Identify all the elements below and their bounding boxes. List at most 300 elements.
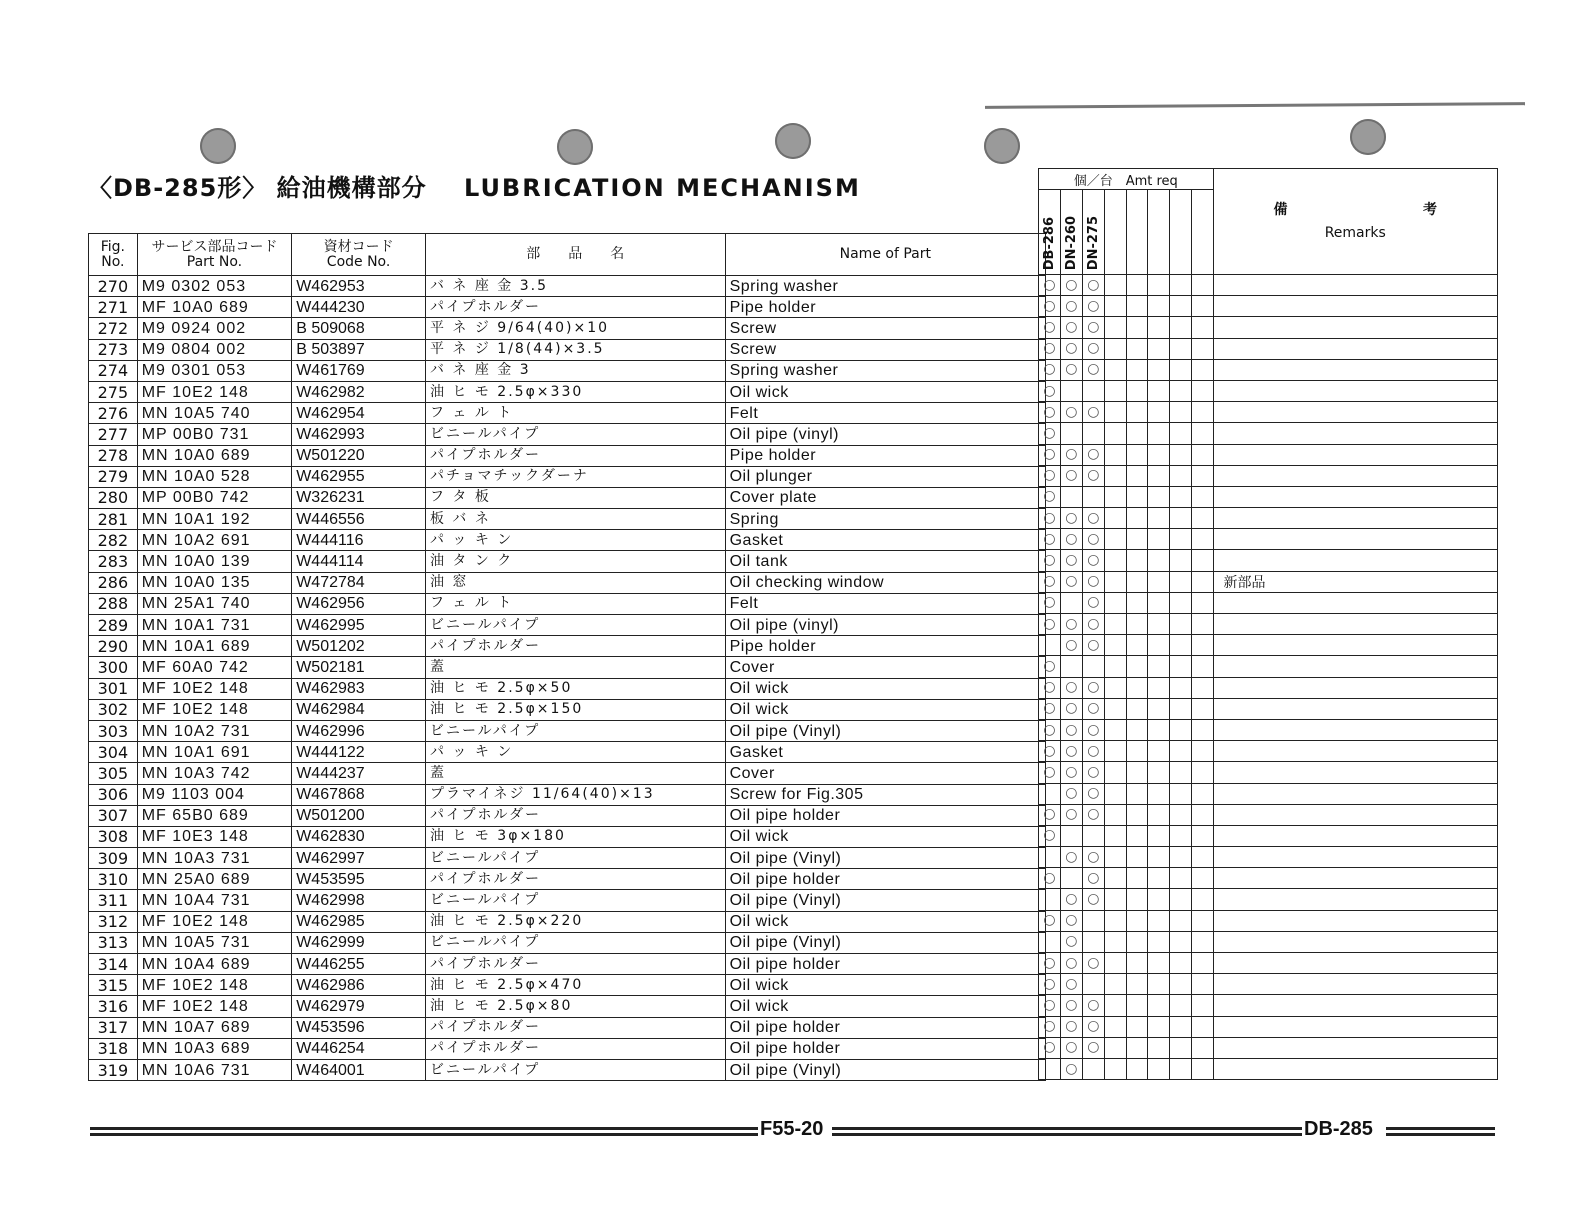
part-no-cell: MN 10A3 742 <box>137 763 291 784</box>
amount-blank <box>1170 1058 1192 1079</box>
amount-mark: ○ <box>1039 825 1061 846</box>
part-no-cell: MN 10A3 689 <box>137 1038 291 1059</box>
amount-blank <box>1126 486 1148 507</box>
amount-blank <box>1191 741 1213 762</box>
code-no-cell: W462993 <box>292 424 426 445</box>
en-name-cell: Oil pipe holder <box>725 869 1045 890</box>
table-row <box>89 1038 1046 1059</box>
en-name-cell: Oil pipe (vinyl) <box>725 424 1045 445</box>
fig-cell: 288 <box>89 593 138 614</box>
amount-blank <box>1191 338 1213 359</box>
parts-table <box>88 233 1046 1081</box>
amount-blank <box>1126 380 1148 401</box>
fig-cell: 271 <box>89 297 138 318</box>
amount-mark <box>1082 931 1104 952</box>
amount-mark: ○ <box>1060 529 1082 550</box>
jp-name-cell: ビニールパイプ <box>425 720 725 741</box>
amount-blank <box>1170 1016 1192 1037</box>
amount-blank <box>1148 910 1170 931</box>
table-row <box>89 339 1046 360</box>
jp-name-cell: パイプホルダー <box>425 869 725 890</box>
fig-cell: 277 <box>89 424 138 445</box>
amount-blank <box>1148 656 1170 677</box>
amount-mark <box>1060 423 1082 444</box>
amount-mark: ○ <box>1039 741 1061 762</box>
jp-name-cell: ビニールパイプ <box>425 848 725 869</box>
amount-blank <box>1148 465 1170 486</box>
amount-blank <box>1148 889 1170 910</box>
remark-cell <box>1213 783 1497 804</box>
en-name-cell: Oil pipe (Vinyl) <box>725 720 1045 741</box>
jp-name-cell: プラマイネジ 11/64(40)×13 <box>425 784 725 805</box>
table-row <box>89 784 1046 805</box>
code-no-cell: W446556 <box>292 509 426 530</box>
amount-row <box>1039 677 1498 698</box>
amount-mark: ○ <box>1082 698 1104 719</box>
amount-row <box>1039 974 1498 995</box>
code-no-cell: W462985 <box>292 911 426 932</box>
amount-mark: ○ <box>1060 889 1082 910</box>
amount-mark: ○ <box>1082 529 1104 550</box>
amount-blank <box>1191 508 1213 529</box>
amount-mark: ○ <box>1060 953 1082 974</box>
part-no-cell: MN 10A1 691 <box>137 742 291 763</box>
amount-blank <box>1170 953 1192 974</box>
fig-cell: 275 <box>89 381 138 402</box>
part-no-cell: M9 0924 002 <box>137 318 291 339</box>
amount-mark: ○ <box>1060 995 1082 1016</box>
amount-group-header: 個／台 Amt req <box>1039 169 1214 190</box>
remark-cell <box>1213 825 1497 846</box>
table-row <box>89 720 1046 741</box>
amount-blank <box>1104 741 1126 762</box>
jp-name-cell: 板 バ ネ <box>425 509 725 530</box>
amount-mark: ○ <box>1082 783 1104 804</box>
part-no-cell: M9 0804 002 <box>137 339 291 360</box>
amount-blank <box>1104 868 1126 889</box>
table-row <box>89 911 1046 932</box>
remark-cell <box>1213 380 1497 401</box>
en-name-cell: Pipe holder <box>725 445 1045 466</box>
amount-mark: ○ <box>1039 423 1061 444</box>
amount-blank <box>1170 635 1192 656</box>
code-no-cell: W462998 <box>292 890 426 911</box>
fig-cell: 308 <box>89 826 138 847</box>
amount-mark: ○ <box>1039 910 1061 931</box>
amount-blank <box>1126 1016 1148 1037</box>
fig-cell: 273 <box>89 339 138 360</box>
jp-name-cell: パイプホルダー <box>425 445 725 466</box>
en-name-cell: Oil pipe holder <box>725 1017 1045 1038</box>
amount-mark: ○ <box>1082 359 1104 380</box>
remarks-header: 備 考 Remarks <box>1213 169 1497 275</box>
amount-blank <box>1126 444 1148 465</box>
code-no-cell: W462953 <box>292 276 426 297</box>
amount-mark: ○ <box>1039 296 1061 317</box>
amount-mark: ○ <box>1082 635 1104 656</box>
table-row <box>89 1017 1046 1038</box>
table-row <box>89 890 1046 911</box>
code-no-cell: W446255 <box>292 954 426 975</box>
jp-name-cell: 平 ネ ジ 9/64(40)×10 <box>425 318 725 339</box>
fig-cell: 314 <box>89 954 138 975</box>
remark-cell <box>1213 804 1497 825</box>
fig-cell: 315 <box>89 975 138 996</box>
amount-blank <box>1170 719 1192 740</box>
amount-blank <box>1191 423 1213 444</box>
part-no-cell: MN 10A6 731 <box>137 1059 291 1080</box>
amount-blank <box>1104 296 1126 317</box>
amount-mark: ○ <box>1082 741 1104 762</box>
part-no-cell: M9 0301 053 <box>137 360 291 381</box>
amount-blank <box>1104 762 1126 783</box>
amount-mark: ○ <box>1060 783 1082 804</box>
amount-mark: ○ <box>1039 677 1061 698</box>
table-row <box>89 466 1046 487</box>
amount-mark: ○ <box>1039 275 1061 296</box>
code-no-cell: W462954 <box>292 403 426 424</box>
code-no-cell: W444116 <box>292 530 426 551</box>
amount-blank <box>1170 910 1192 931</box>
blank-model-header <box>1104 190 1126 275</box>
fig-cell: 319 <box>89 1059 138 1080</box>
en-name-cell: Oil pipe holder <box>725 805 1045 826</box>
code-no-cell: W444122 <box>292 742 426 763</box>
fig-cell: 281 <box>89 509 138 530</box>
part-no-cell: MN 25A0 689 <box>137 869 291 890</box>
amount-mark <box>1039 847 1061 868</box>
amount-blank <box>1191 719 1213 740</box>
binder-hole <box>200 128 236 164</box>
amount-row <box>1039 423 1498 444</box>
amount-mark <box>1039 635 1061 656</box>
amount-mark: ○ <box>1082 465 1104 486</box>
remark-cell <box>1213 953 1497 974</box>
amount-mark: ○ <box>1082 847 1104 868</box>
en-name-cell: Oil plunger <box>725 466 1045 487</box>
code-no-cell: W444230 <box>292 297 426 318</box>
amount-mark: ○ <box>1082 868 1104 889</box>
part-no-cell: MP 00B0 731 <box>137 424 291 445</box>
amount-row <box>1039 804 1498 825</box>
amount-mark: ○ <box>1039 592 1061 613</box>
remark-cell <box>1213 402 1497 423</box>
jp-name-cell: フ ェ ル ト <box>425 593 725 614</box>
amount-blank <box>1126 889 1148 910</box>
amount-mark: ○ <box>1039 465 1061 486</box>
table-row <box>89 636 1046 657</box>
part-no-cell: MF 10E2 148 <box>137 699 291 720</box>
amount-mark: ○ <box>1082 275 1104 296</box>
table-row <box>89 551 1046 572</box>
code-no-cell: W444114 <box>292 551 426 572</box>
en-name-cell: Oil pipe (Vinyl) <box>725 890 1045 911</box>
amount-blank <box>1191 698 1213 719</box>
amount-table <box>1038 168 1498 1080</box>
remark-cell <box>1213 1058 1497 1079</box>
amount-mark: ○ <box>1060 719 1082 740</box>
amount-row <box>1039 529 1498 550</box>
amount-row <box>1039 508 1498 529</box>
amount-blank <box>1104 656 1126 677</box>
amount-mark: ○ <box>1039 868 1061 889</box>
amount-mark <box>1060 656 1082 677</box>
amount-blank <box>1191 571 1213 592</box>
remark-cell <box>1213 614 1497 635</box>
amount-blank <box>1104 508 1126 529</box>
amount-blank <box>1126 465 1148 486</box>
amount-blank <box>1126 614 1148 635</box>
amount-blank <box>1191 889 1213 910</box>
amount-mark <box>1039 889 1061 910</box>
amount-mark: ○ <box>1060 804 1082 825</box>
en-name-cell: Oil pipe holder <box>725 1038 1045 1059</box>
parts-header-row <box>89 234 1046 276</box>
amount-mark: ○ <box>1039 656 1061 677</box>
fig-cell: 304 <box>89 742 138 763</box>
amount-blank <box>1148 275 1170 296</box>
amount-mark: ○ <box>1039 762 1061 783</box>
amount-blank <box>1126 317 1148 338</box>
table-row <box>89 699 1046 720</box>
amount-blank <box>1104 719 1126 740</box>
fig-cell: 289 <box>89 615 138 636</box>
amount-row <box>1039 910 1498 931</box>
amount-blank <box>1126 508 1148 529</box>
amount-blank <box>1148 741 1170 762</box>
amount-blank <box>1191 783 1213 804</box>
part-no-cell: MF 60A0 742 <box>137 657 291 678</box>
jp-name-cell: 油 ヒ モ 2.5φ×470 <box>425 975 725 996</box>
amount-blank <box>1104 804 1126 825</box>
amount-row <box>1039 359 1498 380</box>
code-no-cell: W472784 <box>292 572 426 593</box>
amount-mark: ○ <box>1060 847 1082 868</box>
amount-mark: ○ <box>1039 953 1061 974</box>
amount-mark <box>1060 486 1082 507</box>
amount-blank <box>1148 1058 1170 1079</box>
part-no-header: サービス部品コード Part No. <box>137 234 291 276</box>
code-no-cell: W462830 <box>292 826 426 847</box>
amount-row <box>1039 762 1498 783</box>
amount-mark <box>1060 592 1082 613</box>
part-no-cell: MN 10A0 689 <box>137 445 291 466</box>
blank-model-header <box>1191 190 1213 275</box>
table-row <box>89 276 1046 297</box>
jp-name-cell: ビニールパイプ <box>425 932 725 953</box>
table-row <box>89 445 1046 466</box>
remark-cell <box>1213 550 1497 571</box>
model-header-dn260: DN-260 <box>1060 190 1082 275</box>
amount-blank <box>1191 868 1213 889</box>
amount-mark: ○ <box>1039 804 1061 825</box>
amount-mark: ○ <box>1060 677 1082 698</box>
amount-mark: ○ <box>1082 550 1104 571</box>
amount-blank <box>1148 635 1170 656</box>
amount-blank <box>1126 635 1148 656</box>
fig-cell: 286 <box>89 572 138 593</box>
code-no-cell: W446254 <box>292 1038 426 1059</box>
amount-mark: ○ <box>1082 402 1104 423</box>
amount-row <box>1039 1058 1498 1079</box>
binder-hole <box>557 129 593 165</box>
amount-blank <box>1191 444 1213 465</box>
amount-blank <box>1126 698 1148 719</box>
amount-mark <box>1082 656 1104 677</box>
remark-cell <box>1213 889 1497 910</box>
amount-mark: ○ <box>1060 296 1082 317</box>
table-row <box>89 615 1046 636</box>
fig-cell: 290 <box>89 636 138 657</box>
part-no-cell: MN 10A5 740 <box>137 403 291 424</box>
amount-mark: ○ <box>1082 889 1104 910</box>
amount-mark: ○ <box>1082 804 1104 825</box>
jp-name-cell: 油 ヒ モ 2.5φ×220 <box>425 911 725 932</box>
fig-cell: 300 <box>89 657 138 678</box>
fig-cell: 272 <box>89 318 138 339</box>
amount-mark: ○ <box>1060 338 1082 359</box>
amount-blank <box>1104 423 1126 444</box>
remark-cell <box>1213 719 1497 740</box>
amount-mark <box>1082 380 1104 401</box>
fig-cell: 310 <box>89 869 138 890</box>
table-row <box>89 509 1046 530</box>
table-row <box>89 678 1046 699</box>
amount-blank <box>1126 1058 1148 1079</box>
amount-blank <box>1104 529 1126 550</box>
amount-blank <box>1148 486 1170 507</box>
amount-blank <box>1148 804 1170 825</box>
amount-mark: ○ <box>1060 402 1082 423</box>
amount-blank <box>1104 889 1126 910</box>
remark-cell: 新部品 <box>1213 571 1497 592</box>
amount-blank <box>1191 953 1213 974</box>
amount-blank <box>1170 614 1192 635</box>
page-number: F55-20 <box>760 1118 824 1140</box>
en-name-cell: Cover <box>725 657 1045 678</box>
amount-blank <box>1126 571 1148 592</box>
amount-mark: ○ <box>1039 719 1061 740</box>
amount-blank <box>1170 825 1192 846</box>
amount-blank <box>1104 953 1126 974</box>
fig-cell: 316 <box>89 996 138 1017</box>
amount-row <box>1039 889 1498 910</box>
amount-mark <box>1039 931 1061 952</box>
table-row <box>89 763 1046 784</box>
remark-cell <box>1213 529 1497 550</box>
amount-mark: ○ <box>1060 571 1082 592</box>
table-row <box>89 848 1046 869</box>
amount-blank <box>1126 402 1148 423</box>
amount-mark: ○ <box>1039 698 1061 719</box>
part-no-cell: MN 10A4 731 <box>137 890 291 911</box>
jp-name-cell: パイプホルダー <box>425 1038 725 1059</box>
jp-name-cell: 油 ヒ モ 2.5φ×80 <box>425 996 725 1017</box>
fig-cell: 318 <box>89 1038 138 1059</box>
part-no-cell: MF 10E2 148 <box>137 911 291 932</box>
amount-mark: ○ <box>1082 338 1104 359</box>
part-no-cell: MN 10A7 689 <box>137 1017 291 1038</box>
jp-name-cell: 油 窓 <box>425 572 725 593</box>
amount-row <box>1039 444 1498 465</box>
jp-name-cell: 油 ヒ モ 2.5φ×330 <box>425 381 725 402</box>
table-row <box>89 424 1046 445</box>
amount-mark: ○ <box>1039 402 1061 423</box>
amount-blank <box>1148 380 1170 401</box>
code-no-header: 資材コード Code No. <box>292 234 426 276</box>
amount-blank <box>1148 614 1170 635</box>
amount-row <box>1039 402 1498 423</box>
amount-mark: ○ <box>1060 317 1082 338</box>
amount-mark: ○ <box>1082 953 1104 974</box>
amount-mark: ○ <box>1060 1016 1082 1037</box>
fig-cell: 311 <box>89 890 138 911</box>
en-name-cell: Cover <box>725 763 1045 784</box>
jp-name-cell: フ ェ ル ト <box>425 403 725 424</box>
fig-header: Fig. No. <box>89 234 138 276</box>
footer-rule <box>832 1127 1302 1136</box>
amount-mark: ○ <box>1039 486 1061 507</box>
jp-name-cell: バ ネ 座 金 3 <box>425 360 725 381</box>
amount-mark: ○ <box>1082 614 1104 635</box>
amount-blank <box>1170 931 1192 952</box>
amount-blank <box>1170 847 1192 868</box>
amount-blank <box>1126 592 1148 613</box>
amount-mark <box>1060 825 1082 846</box>
part-no-cell: MN 25A1 740 <box>137 593 291 614</box>
amount-row <box>1039 825 1498 846</box>
amount-blank <box>1148 1037 1170 1058</box>
remark-cell <box>1213 444 1497 465</box>
amount-blank <box>1170 889 1192 910</box>
amount-blank <box>1170 465 1192 486</box>
amount-row <box>1039 741 1498 762</box>
fig-cell: 312 <box>89 911 138 932</box>
amount-blank <box>1170 995 1192 1016</box>
fig-cell: 307 <box>89 805 138 826</box>
amount-mark: ○ <box>1082 677 1104 698</box>
remark-cell <box>1213 275 1497 296</box>
en-name-cell: Cover plate <box>725 487 1045 508</box>
amount-mark: ○ <box>1060 1058 1082 1079</box>
amount-blank <box>1104 338 1126 359</box>
remark-cell <box>1213 296 1497 317</box>
part-no-cell: MN 10A1 192 <box>137 509 291 530</box>
amount-mark: ○ <box>1060 974 1082 995</box>
en-name-cell: Spring washer <box>725 360 1045 381</box>
amount-blank <box>1104 614 1126 635</box>
amount-row <box>1039 995 1498 1016</box>
jp-name-cell: パイプホルダー <box>425 954 725 975</box>
amount-mark <box>1082 910 1104 931</box>
fig-cell: 274 <box>89 360 138 381</box>
en-name-cell: Screw for Fig.305 <box>725 784 1045 805</box>
amount-blank <box>1104 635 1126 656</box>
fig-cell: 282 <box>89 530 138 551</box>
amount-blank <box>1104 550 1126 571</box>
amount-blank <box>1148 762 1170 783</box>
table-row <box>89 954 1046 975</box>
amount-mark: ○ <box>1082 592 1104 613</box>
amount-blank <box>1104 1058 1126 1079</box>
en-name-cell: Oil pipe holder <box>725 954 1045 975</box>
amount-blank <box>1148 444 1170 465</box>
jp-title: 給油機構部分 <box>276 174 427 202</box>
fig-cell: 303 <box>89 720 138 741</box>
amount-blank <box>1191 1037 1213 1058</box>
amount-blank <box>1148 338 1170 359</box>
en-name-cell: Screw <box>725 339 1045 360</box>
